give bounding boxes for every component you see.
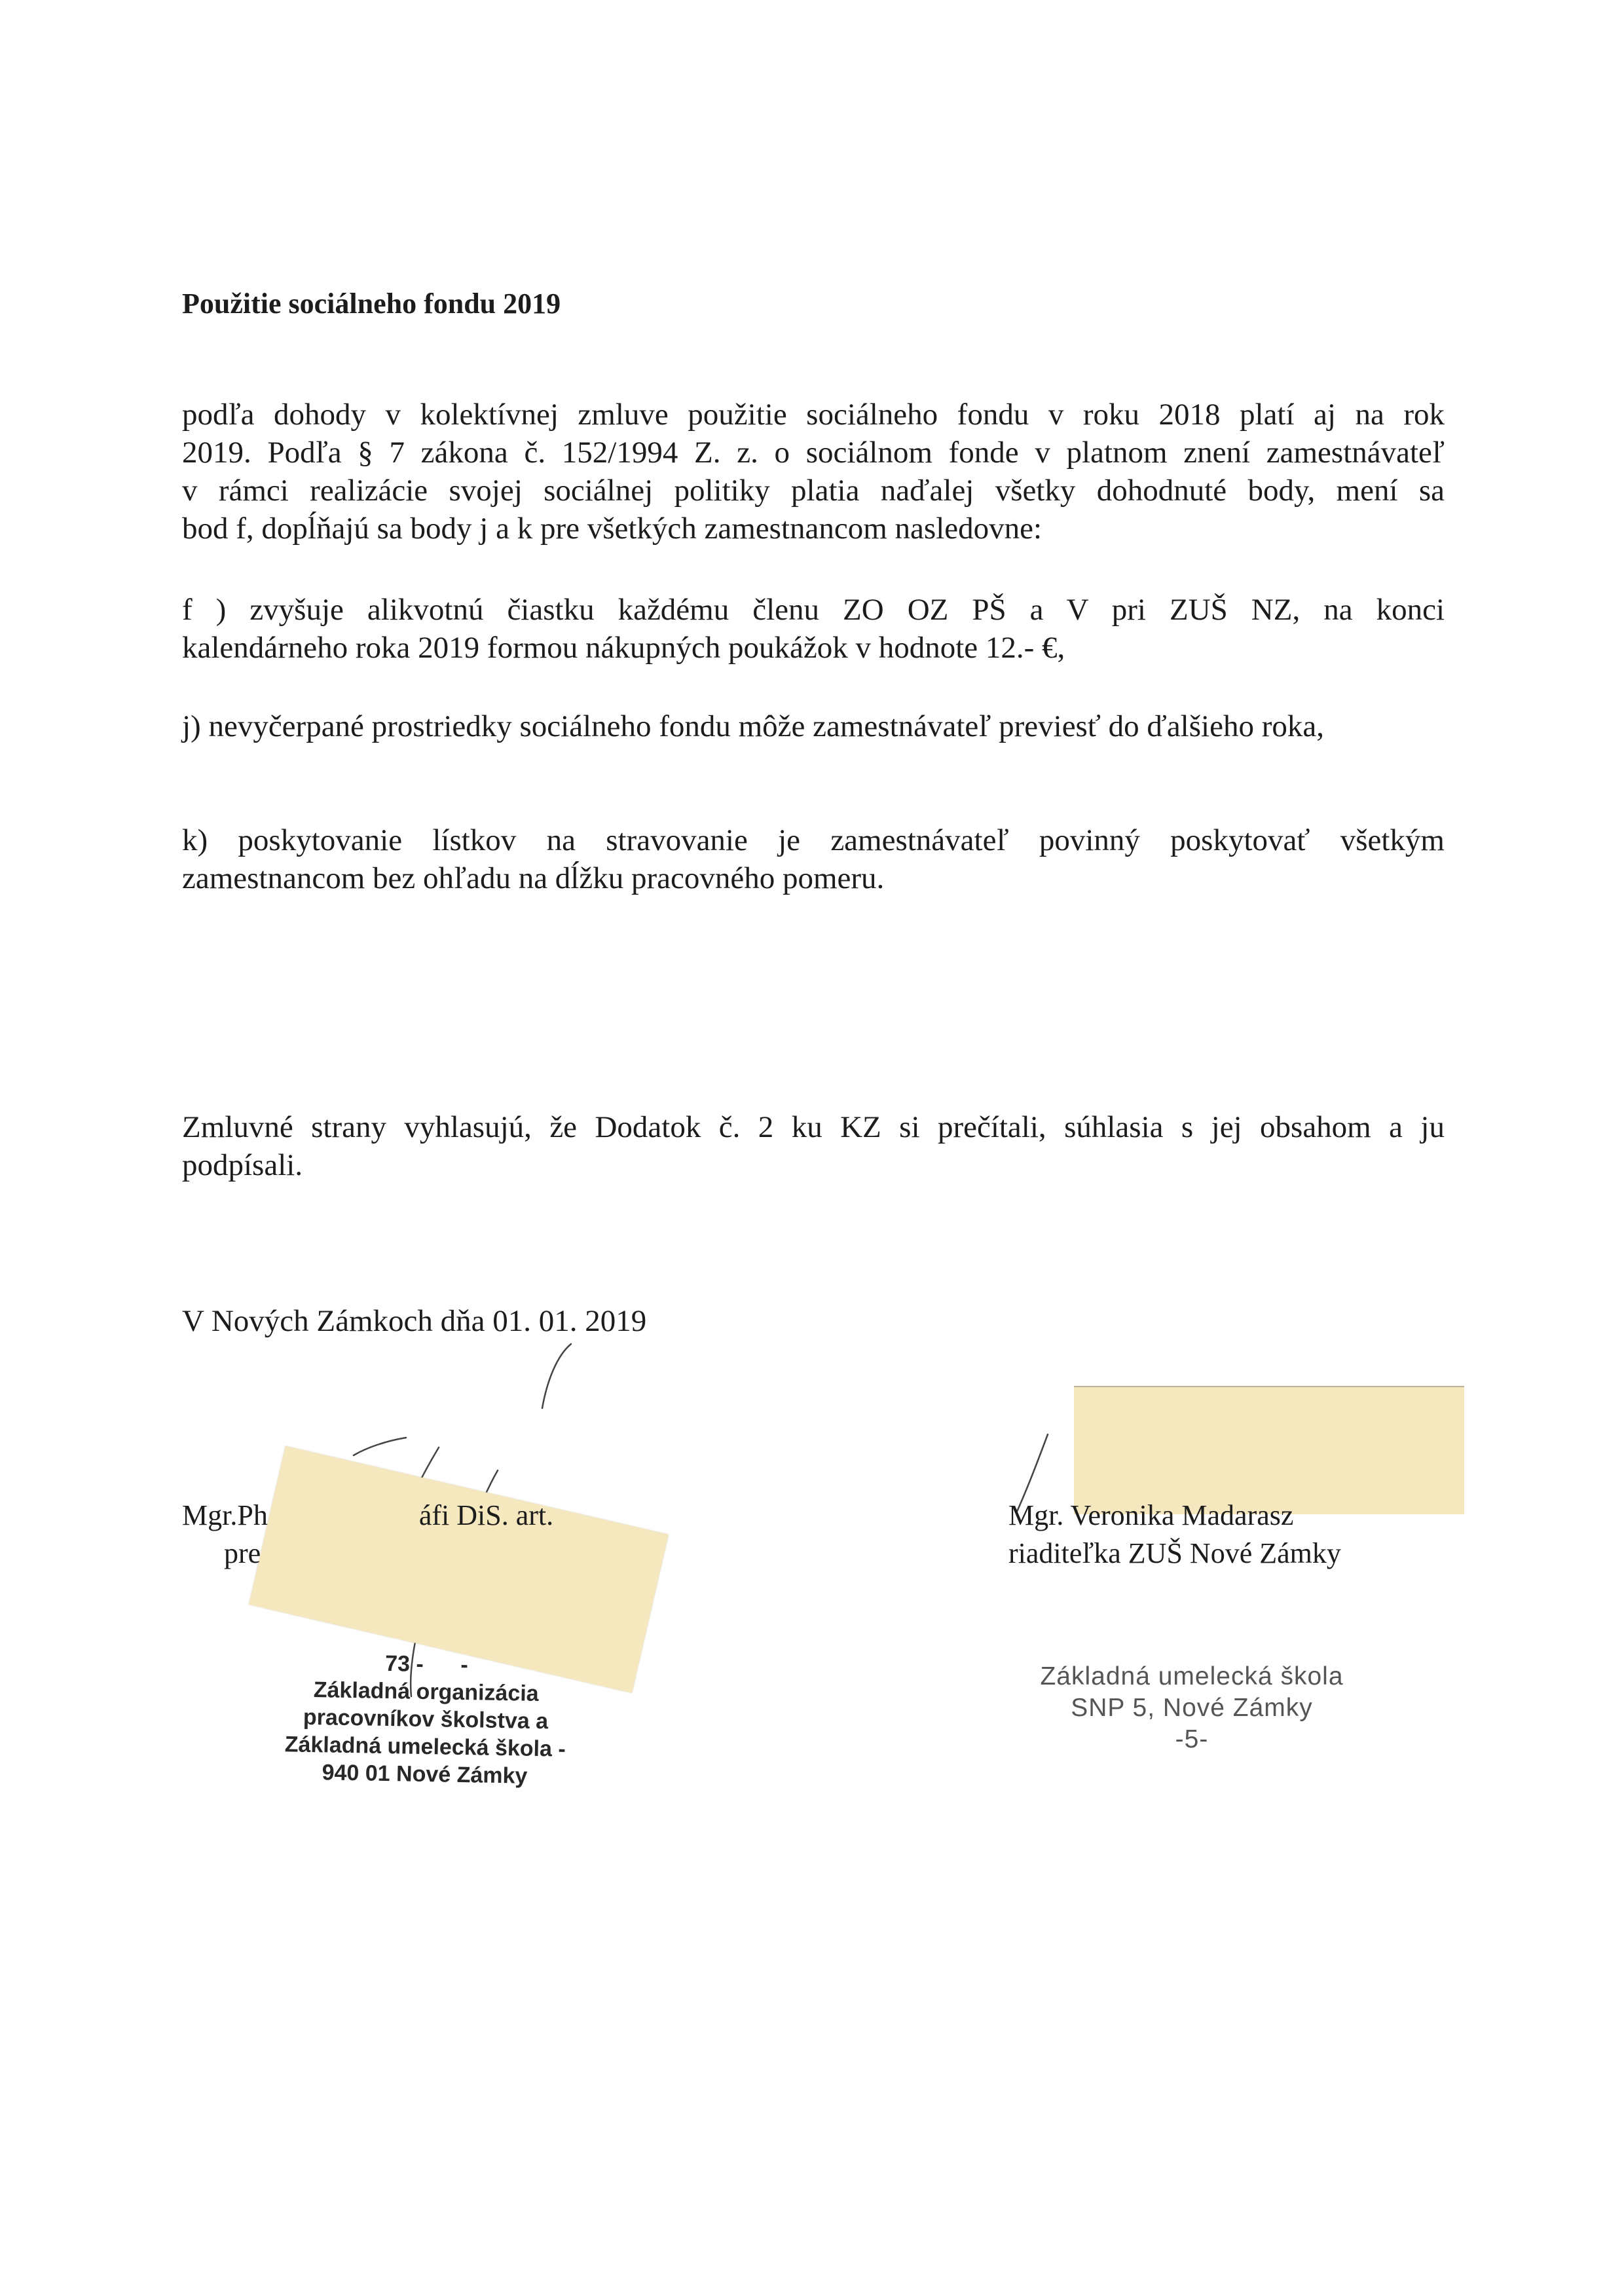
right-signatory-role: riaditeľka ZUŠ Nové Zámky — [1008, 1537, 1341, 1569]
paragraph-line: bod f, dopĺňajú sa body j a k pre všetkých zamestnancom nasledovne: — [182, 512, 1043, 546]
stamp-line: 940 01 Nové Zámky — [322, 1760, 528, 1789]
paragraph-line: podľa dohody v kolektívnej zmluve použitie sociálneho fondu v roku 2018 platí aj na rok — [182, 398, 1445, 432]
stamp-line: Základná umelecká škola — [1040, 1662, 1344, 1690]
paragraph-line: zamestnancom bez ohľadu na dĺžku pracovného pomeru. — [182, 861, 885, 895]
document-title: Použitie sociálneho fondu 2019 — [182, 288, 561, 320]
paragraph-item-j — [182, 707, 1445, 745]
paragraph-intro — [182, 396, 1445, 548]
paragraph-line: Zmluvné strany vyhlasujú, že Dodatok č. 2 ku KZ si prečítali, súhlasia s jej obsahom a ju — [182, 1110, 1445, 1144]
stamp-line: 73 - - — [384, 1651, 469, 1678]
union-stamp — [215, 1647, 637, 1791]
paragraph-item-f — [182, 591, 1445, 667]
paragraph-line: kalendárneho roka 2019 formou nákupných poukážok v hodnote 12.- €, — [182, 631, 1065, 665]
right-signatory-name: Mgr. Veronika Madarasz — [1008, 1499, 1294, 1531]
paragraph-line: j) nevyčerpané prostriedky sociálneho fondu môže zamestnávateľ previesť do ďalšieho roka, — [182, 709, 1324, 743]
stamp-line: Základná umelecká škola - — [284, 1732, 566, 1762]
paragraph-line: 2019. Podľa § 7 zákona č. 152/1994 Z. z. o sociálnom fonde v platnom znení zamestnávateľ — [182, 436, 1445, 470]
paragraph-declaration — [182, 1108, 1445, 1184]
paragraph-line: k) poskytovanie lístkov na stravovanie je zamestnávateľ povinný poskytovať všetkým — [182, 823, 1445, 857]
school-stamp — [1008, 1661, 1375, 1755]
left-signatory-name: Mgr.Ph áfi DiS. art. — [182, 1499, 554, 1531]
place-and-date: V Nových Zámkoch dňa 01. 01. 2019 — [182, 1304, 647, 1338]
stamp-line: Základná organizácia — [313, 1677, 539, 1707]
stamp-line: SNP 5, Nové Zámky — [1071, 1694, 1313, 1722]
paragraph-line: v rámci realizácie svojej sociálnej politiky platia naďalej všetky dohodnuté body, mení sa — [182, 474, 1445, 508]
paragraph-line: f ) zvyšuje alikvotnú čiastku každému členu ZO OZ PŠ a V pri ZUŠ NZ, na konci — [182, 593, 1445, 627]
stamp-line: pracovníkov školstva a — [303, 1704, 549, 1734]
redaction-right-signature — [1074, 1386, 1464, 1514]
left-signatory-role: pre — [224, 1537, 261, 1569]
paragraph-item-k — [182, 821, 1445, 897]
paragraph-line: podpísali. — [182, 1148, 303, 1182]
stamp-line: -5- — [1175, 1725, 1209, 1753]
